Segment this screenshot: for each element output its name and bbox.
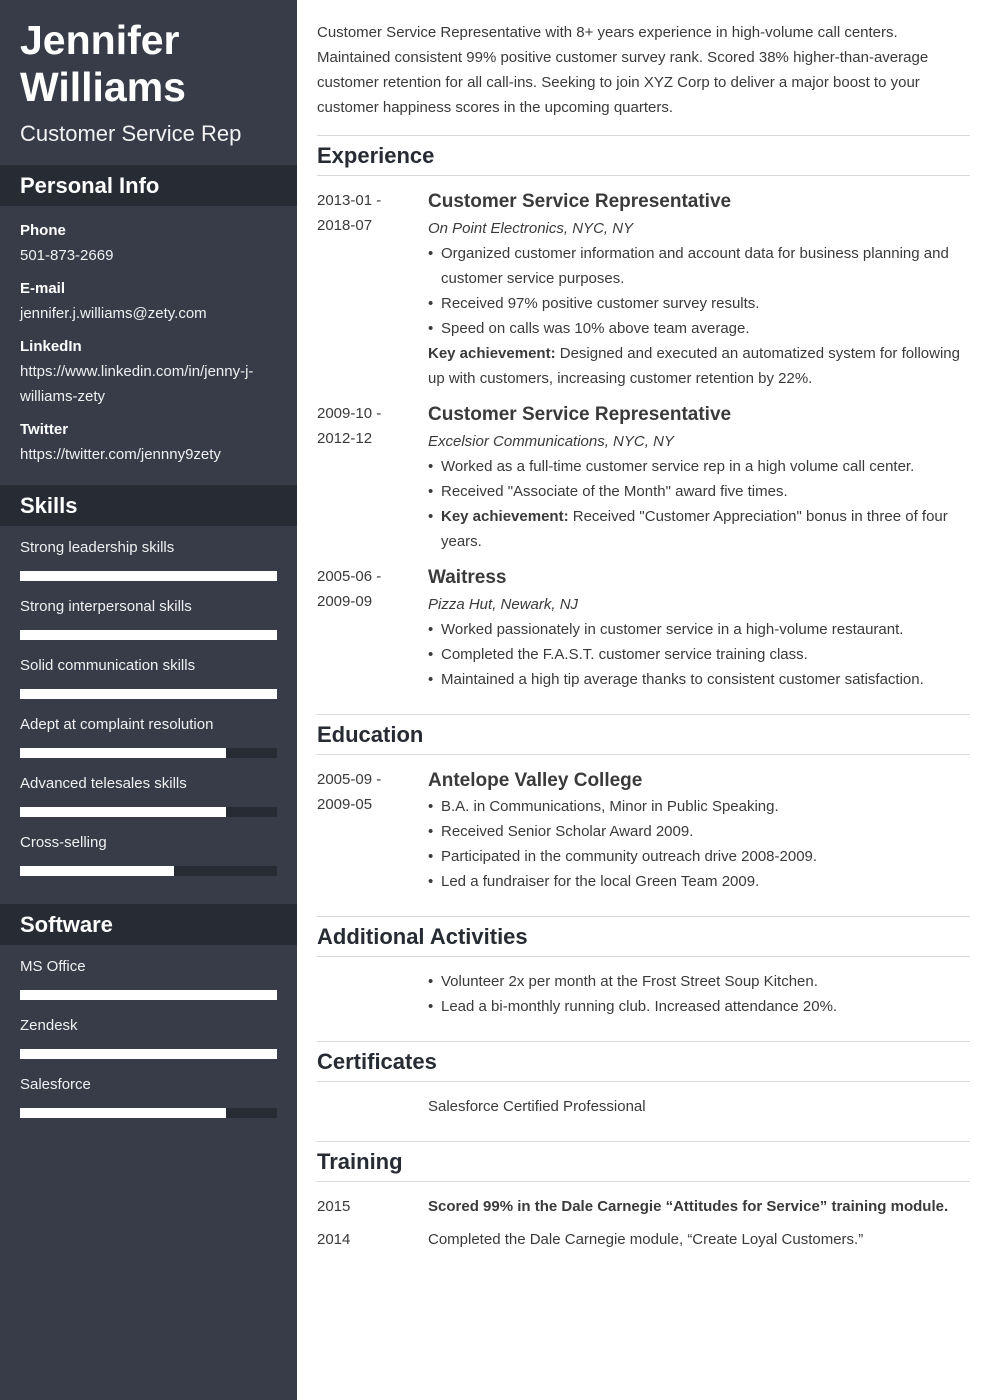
experience-entry: [317, 564, 970, 692]
software-label: MS Office: [20, 958, 86, 975]
bullet-item: • Maintained a high tip average thanks to consistent customer satisfaction.: [428, 667, 970, 692]
info-label: Twitter: [20, 421, 69, 438]
experience-heading: Experience: [317, 135, 970, 176]
skill-item: [20, 774, 277, 833]
training-text: Completed the Dale Carnegie module, “Create Loyal Customers.”: [428, 1231, 864, 1248]
info-item-twitter: [20, 417, 277, 467]
skill-label: Adept at complaint resolution: [20, 716, 214, 733]
skill-label: Cross-selling: [20, 834, 107, 851]
bullet-list: [428, 617, 970, 692]
achievement-text: Designed and executed an automatized system for following up with customers, increasing customer retention by 22%.: [428, 345, 960, 387]
skill-bar: [20, 689, 277, 699]
info-item-email: [20, 276, 277, 326]
entry-date: [317, 188, 428, 391]
info-label: LinkedIn: [20, 338, 82, 355]
job-title: Customer Service Representative: [428, 191, 732, 212]
entry-body: [428, 401, 970, 554]
personal-info-heading: Personal Info: [0, 165, 297, 206]
skill-bar: [20, 571, 277, 581]
bullet-item: • Worked passionately in customer service in a high-volume restaurant.: [428, 617, 970, 642]
job-title: Customer Service Representative: [428, 404, 732, 425]
bullet-item: • Organized customer information and account data for business planning and customer service purposes.: [428, 241, 970, 291]
entry-body: [428, 564, 970, 692]
skill-label: Solid communication skills: [20, 657, 196, 674]
date-end: 2018-07: [317, 217, 373, 234]
entry-date: [317, 564, 428, 692]
software-list: [0, 945, 297, 1146]
bullet-item: • Completed the F.A.S.T. customer service training class.: [428, 642, 970, 667]
skill-bar: [20, 748, 277, 758]
software-item: [20, 1016, 277, 1075]
skill-bar-fill: [20, 748, 226, 758]
entry-body: [428, 188, 970, 391]
phone-value: 501-873-2669: [20, 247, 114, 264]
date-end: 2009-09: [317, 593, 373, 610]
achievement-text: Received "Customer Appreciation" bonus in three of four years.: [441, 508, 948, 550]
education-entry: [317, 767, 970, 894]
education-list: [317, 755, 970, 916]
entry-body: [428, 969, 970, 1019]
candidate-name: [20, 17, 277, 111]
certificate-entry: [317, 1094, 970, 1119]
skill-label: Strong leadership skills: [20, 539, 175, 556]
skill-item: [20, 715, 277, 774]
bullet-item: • Received Senior Scholar Award 2009.: [428, 819, 970, 844]
company: Excelsior Communications, NYC, NY: [428, 433, 674, 450]
skill-label: Advanced telesales skills: [20, 775, 187, 792]
bullet-list: [428, 241, 970, 341]
main-content: [317, 0, 970, 1272]
software-item: [20, 1075, 277, 1134]
training-text: [428, 1194, 970, 1219]
software-heading: Software: [0, 904, 297, 945]
entry-date-empty: [317, 969, 428, 1019]
skill-bar-fill: [20, 866, 174, 876]
bullet-item: • Received "Associate of the Month" award five times.: [428, 479, 970, 504]
software-bar: [20, 1108, 277, 1118]
software-bar-fill: [20, 990, 277, 1000]
achievement-label: Key achievement:: [441, 508, 569, 525]
training-heading: Training: [317, 1141, 970, 1182]
certificates-list: [317, 1082, 970, 1141]
skills-list: [0, 526, 297, 904]
company: On Point Electronics, NYC, NY: [428, 220, 634, 237]
skill-bar-fill: [20, 807, 226, 817]
job-title: Customer Service Rep: [20, 121, 242, 146]
name-block: [0, 0, 297, 165]
bullet-list: [428, 969, 970, 1019]
bullet-item: • Worked as a full-time customer service rep in a high volume call center.: [428, 454, 970, 479]
bullet-item: • Speed on calls was 10% above team average.: [428, 316, 970, 341]
experience-entry: [317, 188, 970, 391]
skills-heading: Skills: [0, 485, 297, 526]
skill-item: [20, 833, 277, 892]
date-start: 2013-01 -: [317, 192, 382, 209]
name-first: Jennifer: [20, 17, 180, 63]
software-item: [20, 957, 277, 1016]
activities-heading: Additional Activities: [317, 916, 970, 957]
education-heading: Education: [317, 714, 970, 755]
info-label: E-mail: [20, 280, 66, 297]
key-achievement: [428, 341, 970, 391]
bullet-item: • Lead a bi-monthly running club. Increased attendance 20%.: [428, 994, 970, 1019]
date-end: 2012-12: [317, 430, 373, 447]
twitter-link[interactable]: https://twitter.com/jennny9zety: [20, 446, 221, 463]
skill-item: [20, 656, 277, 715]
skill-item: [20, 597, 277, 656]
training-year: 2014: [317, 1231, 351, 1248]
entry-date-empty: [317, 1094, 428, 1119]
experience-entry: [317, 401, 970, 554]
job-title: Waitress: [428, 567, 507, 588]
date-start: 2005-09 -: [317, 771, 382, 788]
software-label: Salesforce: [20, 1076, 91, 1093]
personal-info-list: [0, 206, 297, 485]
software-label: Zendesk: [20, 1017, 78, 1034]
skill-bar-fill: [20, 571, 277, 581]
school-name: Antelope Valley College: [428, 770, 643, 791]
training-year: 2015: [317, 1198, 351, 1215]
date-start: 2005-06 -: [317, 568, 382, 585]
skill-bar: [20, 866, 277, 876]
bullet-list: [428, 454, 970, 554]
skill-bar-fill: [20, 630, 277, 640]
activities-entry: [317, 969, 970, 1019]
certificates-heading: Certificates: [317, 1041, 970, 1082]
bullet-item: • Led a fundraiser for the local Green Team 2009.: [428, 869, 970, 894]
skill-bar: [20, 630, 277, 640]
bullet-item-achievement: [428, 504, 970, 554]
linkedin-link[interactable]: https://www.linkedin.com/in/jenny-j-williams-zety: [20, 363, 254, 405]
software-bar-fill: [20, 1108, 226, 1118]
date-end: 2009-05: [317, 796, 373, 813]
skill-item: [20, 538, 277, 597]
email-link[interactable]: jennifer.j.williams@zety.com: [20, 305, 207, 322]
bullet-item: • B.A. in Communications, Minor in Public Speaking.: [428, 794, 970, 819]
entry-body: [428, 767, 970, 894]
certificate-name: Salesforce Certified Professional: [428, 1098, 646, 1115]
skill-bar: [20, 807, 277, 817]
sidebar: [0, 0, 297, 1400]
training-entry: [317, 1227, 970, 1252]
software-bar: [20, 1049, 277, 1059]
profile-summary: Customer Service Representative with 8+ years experience in high-volume call centers. Maintained consistent 99% positive customer survey rank. Scored 38% higher-than-average customer retention for all call-ins. Seeking to join XYZ Corp to deliver a major boost to your customer happiness scores in the upcoming quarters.: [317, 24, 929, 116]
training-text-bold: Scored 99% in the Dale Carnegie “Attitudes for Service” training module.: [428, 1198, 949, 1215]
activities-list: [317, 957, 970, 1041]
bullet-item: • Received 97% positive customer survey results.: [428, 291, 970, 316]
info-item-phone: [20, 218, 277, 268]
training-list: [317, 1182, 970, 1272]
entry-date: [317, 767, 428, 894]
bullet-item: • Volunteer 2x per month at the Frost Street Soup Kitchen.: [428, 969, 970, 994]
software-bar: [20, 990, 277, 1000]
info-label: Phone: [20, 222, 66, 239]
entry-date: [317, 401, 428, 554]
experience-list: [317, 176, 970, 714]
company: Pizza Hut, Newark, NJ: [428, 596, 579, 613]
skill-label: Strong interpersonal skills: [20, 598, 192, 615]
info-item-linkedin: [20, 334, 277, 409]
date-start: 2009-10 -: [317, 405, 382, 422]
bullet-list: [428, 794, 970, 894]
skill-bar-fill: [20, 689, 277, 699]
bullet-item: • Participated in the community outreach drive 2008-2009.: [428, 844, 970, 869]
training-entry: [317, 1194, 970, 1219]
software-bar-fill: [20, 1049, 277, 1059]
name-last: Williams: [20, 64, 186, 110]
achievement-label: Key achievement:: [428, 345, 556, 362]
